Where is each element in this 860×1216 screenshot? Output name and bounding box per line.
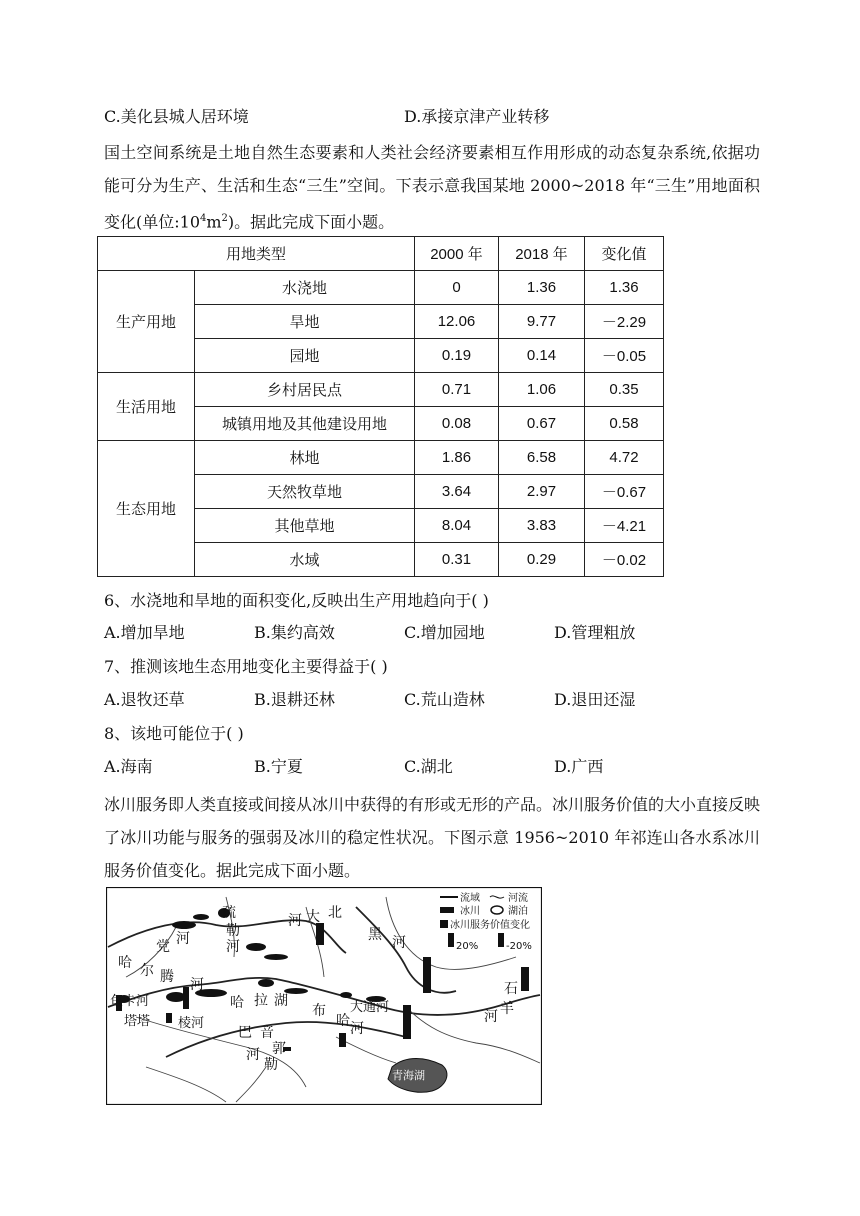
map-label: 大: [306, 909, 320, 925]
map-label: 河: [350, 1021, 364, 1037]
legend-basin: 流域: [460, 893, 480, 904]
map-label: 河: [190, 977, 204, 993]
header-cell: 变化值: [585, 237, 664, 271]
group-name: 生活用地: [98, 373, 195, 441]
group-name: 生态用地: [98, 441, 195, 577]
option-d[interactable]: D.退田还湿: [554, 690, 636, 709]
table-row: 园地 0.19 0.14 －0.05: [98, 339, 664, 373]
map-label: 河: [246, 1047, 260, 1063]
map-label: 哈: [230, 995, 244, 1011]
legend-value-change: 冰川服务价值变化: [450, 920, 530, 931]
map-label: 尔: [140, 963, 154, 979]
header-cell: 2018 年: [499, 237, 585, 271]
option-c[interactable]: C.湖北: [404, 757, 453, 776]
option-b[interactable]: B.集约高效: [254, 623, 335, 642]
option-b[interactable]: B.退耕还林: [254, 690, 335, 709]
map-label: 拉: [254, 993, 268, 1009]
option-a[interactable]: A.增加旱地: [104, 623, 185, 642]
legend-river: 河流: [508, 893, 528, 904]
prev-options-row: [104, 104, 550, 127]
map-label: 河: [484, 1009, 498, 1025]
map-label: 鱼卡河: [110, 994, 150, 1009]
map-label: 黑: [368, 927, 382, 943]
map-label: 音: [260, 1025, 274, 1041]
table-row: 旱地 12.06 9.77 －2.29: [98, 305, 664, 339]
question-6-stem: 6、水浇地和旱地的面积变化,反映出生产用地趋向于( ): [104, 591, 489, 610]
table-row: 城镇用地及其他建设用地 0.08 0.67 0.58: [98, 407, 664, 441]
legend-glacier: 冰川: [460, 906, 480, 917]
map-label: 石: [504, 981, 518, 997]
table-row: 生态用地 林地 1.86 6.58 4.72: [98, 441, 664, 475]
question-8-stem: 8、该地可能位于( ): [104, 724, 244, 743]
header-cell: 2000 年: [415, 237, 499, 271]
map-label: 湖: [274, 993, 288, 1009]
map-label: 布: [312, 1003, 326, 1019]
group-name: 生产用地: [98, 271, 195, 373]
passage-1: 国土空间系统是土地自然生态要素和人类社会经济要素相互作用形成的动态复杂系统,依据功能可分为生产、生活和生态“三生”空间。下表示意我国某地 2000~2018 年“三生”用地面积变化(单位$:10^4m^2$)。据此完成下面小题。: [104, 143, 760, 232]
qilian-glacier-map: [106, 887, 542, 1105]
option-a[interactable]: A.海南: [104, 757, 153, 776]
land-use-table: [97, 236, 664, 577]
passage-2: 冰川服务即人类直接或间接从冰川中获得的有形或无形的产品。冰川服务价值的大小直接反映了冰川功能与服务的强弱及冰川的稳定性状况。下图示意 1956~2010 年祁连山各水系冰川服务价值变化。据此完成下面小题。: [104, 795, 761, 880]
option-b[interactable]: B.宁夏: [254, 757, 303, 776]
table-row: 生产用地 水浇地 0 1.36 1.36: [98, 271, 664, 305]
map-label: 北: [328, 905, 342, 921]
map-label: 疏: [222, 905, 236, 921]
map-label: 哈: [336, 1013, 350, 1029]
option-c[interactable]: C.增加园地: [404, 623, 485, 642]
legend-pos20: 20%: [456, 941, 479, 952]
map-label: 青海湖: [392, 1069, 425, 1082]
table-row: 生活用地 乡村居民点 0.71 1.06 0.35: [98, 373, 664, 407]
map-label: 棱河: [178, 1016, 205, 1031]
option-c[interactable]: C.荒山造林: [404, 690, 485, 709]
table-row: 其他草地 8.04 3.83 －4.21: [98, 509, 664, 543]
table-row: 水域 0.31 0.29 －0.02: [98, 543, 664, 577]
map-label: 羊: [500, 1001, 514, 1017]
option-d[interactable]: D.广西: [554, 757, 604, 776]
legend-lake: 湖泊: [508, 906, 528, 917]
map-label: 勒: [226, 923, 240, 939]
table-header-row: [98, 237, 664, 271]
map-label: 郭: [272, 1041, 286, 1057]
option-a[interactable]: A.退牧还草: [104, 690, 185, 709]
map-legend: [436, 889, 540, 953]
option-c-prev[interactable]: C.美化县城人居环境: [104, 107, 249, 126]
question-7-stem: 7、推测该地生态用地变化主要得益于( ): [104, 657, 388, 676]
map-label: 腾: [160, 969, 174, 985]
map-label: 河: [226, 939, 240, 955]
header-cell: 用地类型: [98, 237, 415, 271]
map-label: 河: [176, 931, 190, 947]
map-label: 勒: [264, 1057, 278, 1073]
option-d[interactable]: D.管理粗放: [554, 623, 636, 642]
map-label: 大通河: [350, 1000, 390, 1015]
option-d-prev[interactable]: D.承接京津产业转移: [404, 107, 550, 126]
map-label: 河: [392, 935, 406, 951]
map-label: 党: [156, 939, 170, 955]
map-label: 哈: [118, 955, 132, 971]
map-label: 巴: [238, 1025, 252, 1041]
map-label: 塔塔: [124, 1014, 151, 1029]
table-row: 天然牧草地 3.64 2.97 －0.67: [98, 475, 664, 509]
legend-neg20: -20%: [506, 941, 532, 952]
map-label: 河: [288, 913, 302, 929]
